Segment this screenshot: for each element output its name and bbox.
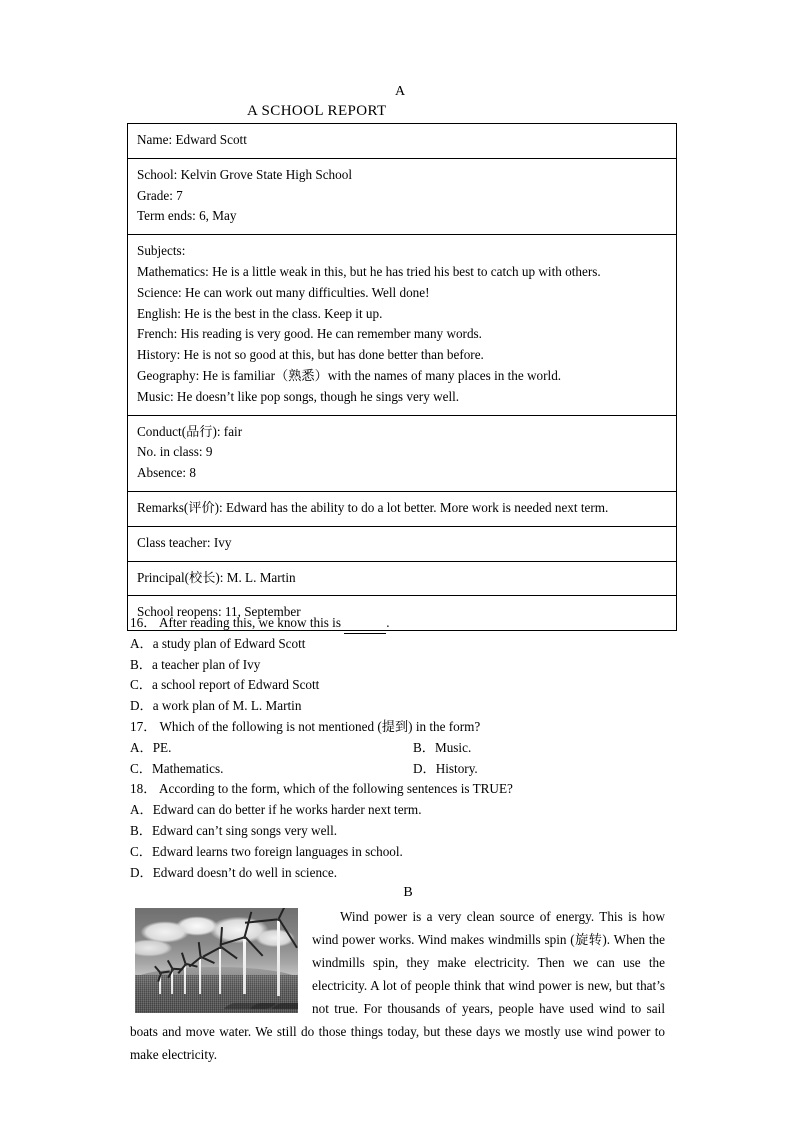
section-a-letter: A — [394, 84, 406, 99]
report-line: Mathematics: He is a little weak in this, but he has tried his best to catch up with others. — [137, 263, 601, 279]
option-letter: B． — [130, 656, 152, 672]
question-number: 18． — [130, 781, 157, 797]
turbine-hub — [184, 963, 187, 966]
report-line: School reopens: 11, September — [137, 604, 301, 620]
report-line: Term ends: 6, May — [137, 208, 237, 224]
option-text: History. — [435, 760, 478, 776]
option-cell — [413, 738, 471, 759]
questions-list — [130, 613, 690, 883]
passage-b — [130, 905, 665, 1066]
report-line: French: His reading is very good. He can remember many words. — [137, 326, 482, 342]
report-line: History: He is not so good at this, but has done better than before. — [137, 347, 484, 363]
option-letter: C． — [130, 760, 152, 776]
report-line: School: Kelvin Grove State High School — [137, 166, 353, 182]
question-option[interactable] — [130, 802, 422, 817]
option-text: a work plan of M. L. Martin — [152, 698, 302, 714]
report-line: Absence: 8 — [137, 465, 196, 481]
report-line: Science: He can work out many difficulties. Well done! — [137, 284, 430, 300]
option-letter: C． — [130, 677, 152, 693]
option-letter: A． — [130, 635, 153, 651]
report-line: Name: Edward Scott — [137, 132, 247, 147]
option-row[interactable] — [130, 655, 690, 676]
question-text: After reading this, we know this is — [158, 615, 345, 630]
turbine-mast — [243, 936, 246, 994]
wind-turbine — [217, 946, 223, 994]
question-stem — [130, 717, 690, 738]
option-text: Music. — [434, 739, 472, 755]
report-line: Subjects: — [137, 243, 186, 259]
report-row — [128, 124, 676, 159]
option-row[interactable] — [130, 675, 690, 696]
turbine-hub — [219, 946, 222, 949]
option-cell — [130, 759, 413, 780]
question-text: According to the form, which of the following sentences is TRUE? — [158, 781, 513, 797]
report-line: Principal(校长): M. L. Martin — [137, 569, 296, 585]
option-cell — [413, 759, 478, 780]
option-letter: A． — [130, 802, 153, 818]
report-row — [128, 416, 676, 492]
question-option[interactable] — [130, 677, 319, 692]
report-row — [128, 159, 676, 235]
report-line: Grade: 7 — [137, 187, 183, 203]
option-letter: C． — [130, 843, 152, 859]
option-row[interactable] — [130, 842, 690, 863]
question-stem — [130, 613, 690, 634]
report-line: Geography: He is familiar（熟悉）with the names of many places in the world. — [137, 367, 562, 383]
option-letter: A． — [130, 739, 153, 755]
report-line: English: He is the best in the class. Keep it up. — [137, 305, 383, 321]
report-line: No. in class: 9 — [137, 444, 213, 460]
option-letter: B． — [130, 822, 152, 838]
question-stem — [130, 779, 690, 800]
question-option[interactable] — [130, 698, 301, 713]
report-line: Remarks(评价): Edward has the ability to do a lot better. More work is needed next term. — [137, 499, 609, 515]
question-number: 16． — [130, 615, 157, 630]
report-row — [128, 562, 676, 597]
windmills-photo — [135, 908, 298, 1013]
question-option[interactable] — [130, 823, 337, 838]
turbine-hub — [243, 936, 246, 939]
turbine-hub — [277, 918, 280, 921]
question-option[interactable] — [130, 865, 337, 880]
report-line: Music: He doesn’t like pop songs, though he sings very well. — [137, 388, 460, 404]
wind-turbine — [157, 972, 163, 994]
question-option[interactable] — [130, 844, 403, 859]
question-option[interactable] — [413, 740, 471, 755]
report-row — [128, 527, 676, 562]
question-text-tail: . — [386, 615, 390, 630]
turbine-mast — [277, 918, 280, 996]
question-option[interactable] — [130, 740, 171, 755]
wind-turbine — [241, 936, 247, 994]
wind-turbine — [197, 956, 203, 994]
section-b-letter: B — [403, 885, 413, 900]
option-text: Edward doesn’t do well in science. — [152, 864, 338, 880]
turbine-mast — [184, 963, 186, 994]
option-text: a study plan of Edward Scott — [152, 635, 306, 651]
option-text: Edward can’t sing songs very well. — [151, 822, 338, 838]
option-text: Mathematics. — [151, 760, 224, 776]
turbine-hub — [159, 972, 162, 975]
answer-blank[interactable] — [344, 620, 386, 634]
option-letter: D． — [130, 864, 153, 880]
report-line: Conduct(品行): fair — [137, 423, 243, 439]
option-text: Edward can do better if he works harder next term. — [152, 802, 422, 818]
option-letter: D． — [413, 760, 436, 776]
option-row — [130, 738, 690, 759]
option-row[interactable] — [130, 800, 690, 821]
question-option[interactable] — [130, 657, 260, 672]
option-row[interactable] — [130, 696, 690, 717]
question-number: 17． — [130, 718, 157, 734]
report-row — [128, 492, 676, 527]
question-option[interactable] — [130, 636, 305, 651]
option-letter: D． — [130, 698, 153, 714]
report-title: A SCHOOL REPORT — [247, 103, 387, 119]
report-row — [128, 235, 676, 415]
question-text: Which of the following is not mentioned (提到) in the form? — [159, 718, 481, 734]
option-text: Edward learns two foreign languages in school. — [151, 843, 403, 859]
report-line: Class teacher: Ivy — [137, 534, 232, 550]
wind-power-paragraph: Wind power is a very clean source of energy. This is how wind power works. Wind makes windmills spin (旋转). When the windmills spin, they make electricity. Then we can use the electricity. A lot of people think that wind power is new, but that’s not true. For thousands of years, people have used wind to sail boats and move water. We still do those things today, but these days we mostly use wind power to make electricity. — [130, 909, 665, 1062]
wind-turbine — [182, 963, 188, 994]
question-option[interactable] — [130, 761, 223, 776]
turbine-mast — [199, 956, 201, 994]
option-row[interactable] — [130, 634, 690, 655]
wind-turbine — [275, 918, 281, 996]
turbine-hub — [199, 956, 202, 959]
turbine-hub — [171, 968, 174, 971]
option-row — [130, 759, 690, 780]
question-option[interactable] — [413, 761, 478, 776]
option-cell — [130, 738, 413, 759]
option-text: a school report of Edward Scott — [151, 677, 320, 693]
option-row[interactable] — [130, 863, 690, 884]
wind-turbine — [169, 968, 175, 994]
turbine-mast — [219, 946, 221, 994]
option-text: a teacher plan of Ivy — [151, 656, 261, 672]
option-row[interactable] — [130, 821, 690, 842]
option-letter: B． — [413, 739, 435, 755]
option-text: PE. — [152, 739, 172, 755]
school-report-table — [127, 123, 677, 631]
